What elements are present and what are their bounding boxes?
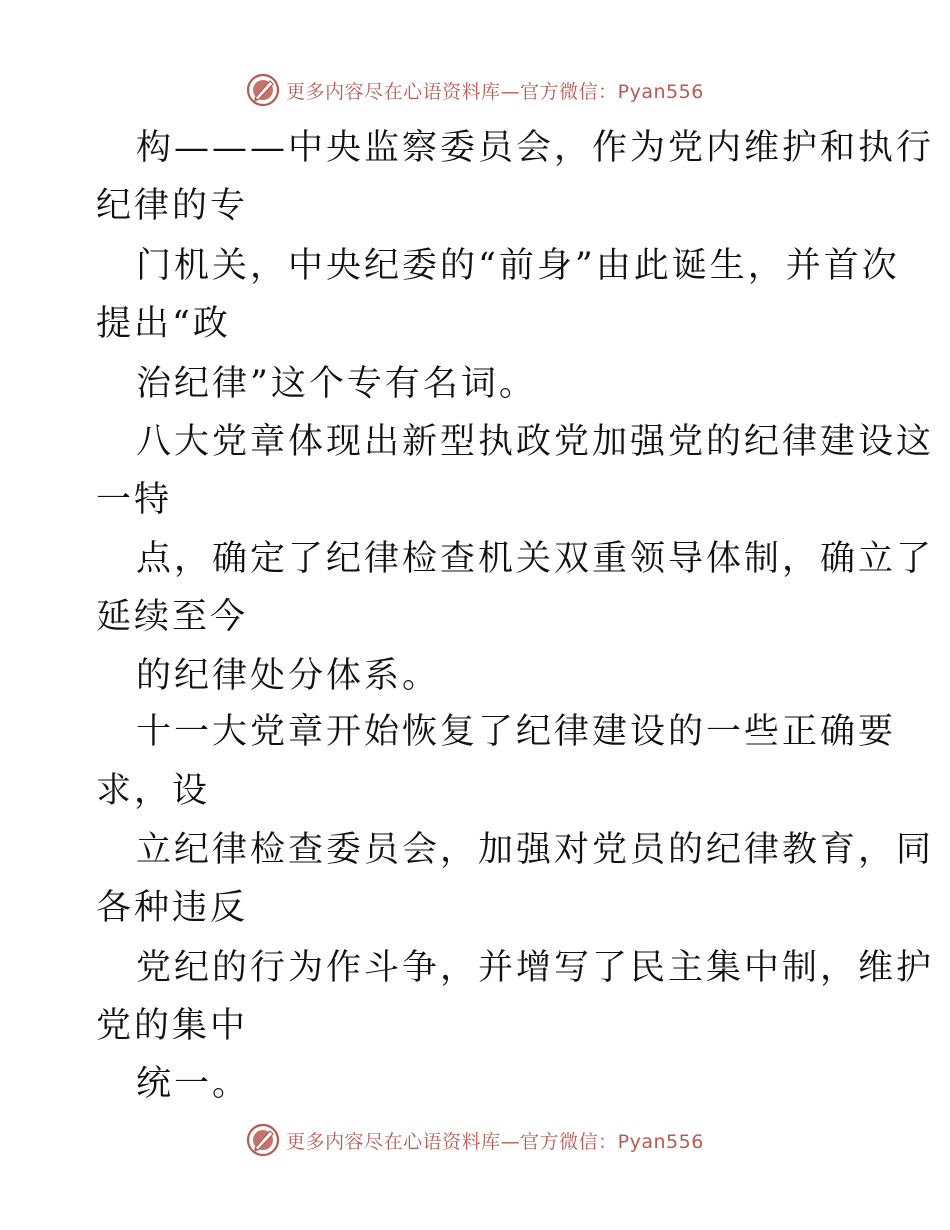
text-line: 提出“政 — [96, 304, 231, 344]
watermark-text: 更多内容尽在心语资料库—官方微信：Pyan556 — [286, 1130, 704, 1153]
text-line: 求，设 — [96, 771, 211, 811]
text-line: 的纪律处分体系。 — [136, 656, 441, 696]
text-line: 治纪律”这个专有名词。 — [136, 364, 537, 404]
watermark-text: 更多内容尽在心语资料库—官方微信：Pyan556 — [286, 80, 704, 103]
text-line: 构———中央监察委员会，作为党内维护和执行 — [136, 128, 935, 168]
text-line: 党纪的行为作斗争，并增写了民主集中制，维护 — [136, 948, 935, 988]
text-line: 统一。 — [136, 1064, 251, 1104]
text-line: 各种违反 — [96, 888, 249, 928]
footer-watermark — [0, 1118, 950, 1162]
text-line: 一特 — [96, 480, 173, 520]
text-line: 八大党章体现出新型执政党加强党的纪律建设这 — [136, 422, 935, 462]
text-line: 十一大党章开始恢复了纪律建设的一些正确要 — [136, 712, 897, 752]
text-line: 延续至今 — [96, 597, 249, 637]
text-line: 立纪律检查委员会，加强对党员的纪律教育，同 — [136, 830, 935, 870]
text-line: 门机关，中央纪委的“前身”由此诞生，并首次 — [136, 246, 900, 286]
text-line: 点，确定了纪律检查机关双重领导体制，确立了 — [136, 539, 935, 579]
text-line: 党的集中 — [96, 1006, 249, 1046]
pen-seal-icon — [246, 1123, 280, 1157]
text-line: 纪律的专 — [96, 186, 249, 226]
